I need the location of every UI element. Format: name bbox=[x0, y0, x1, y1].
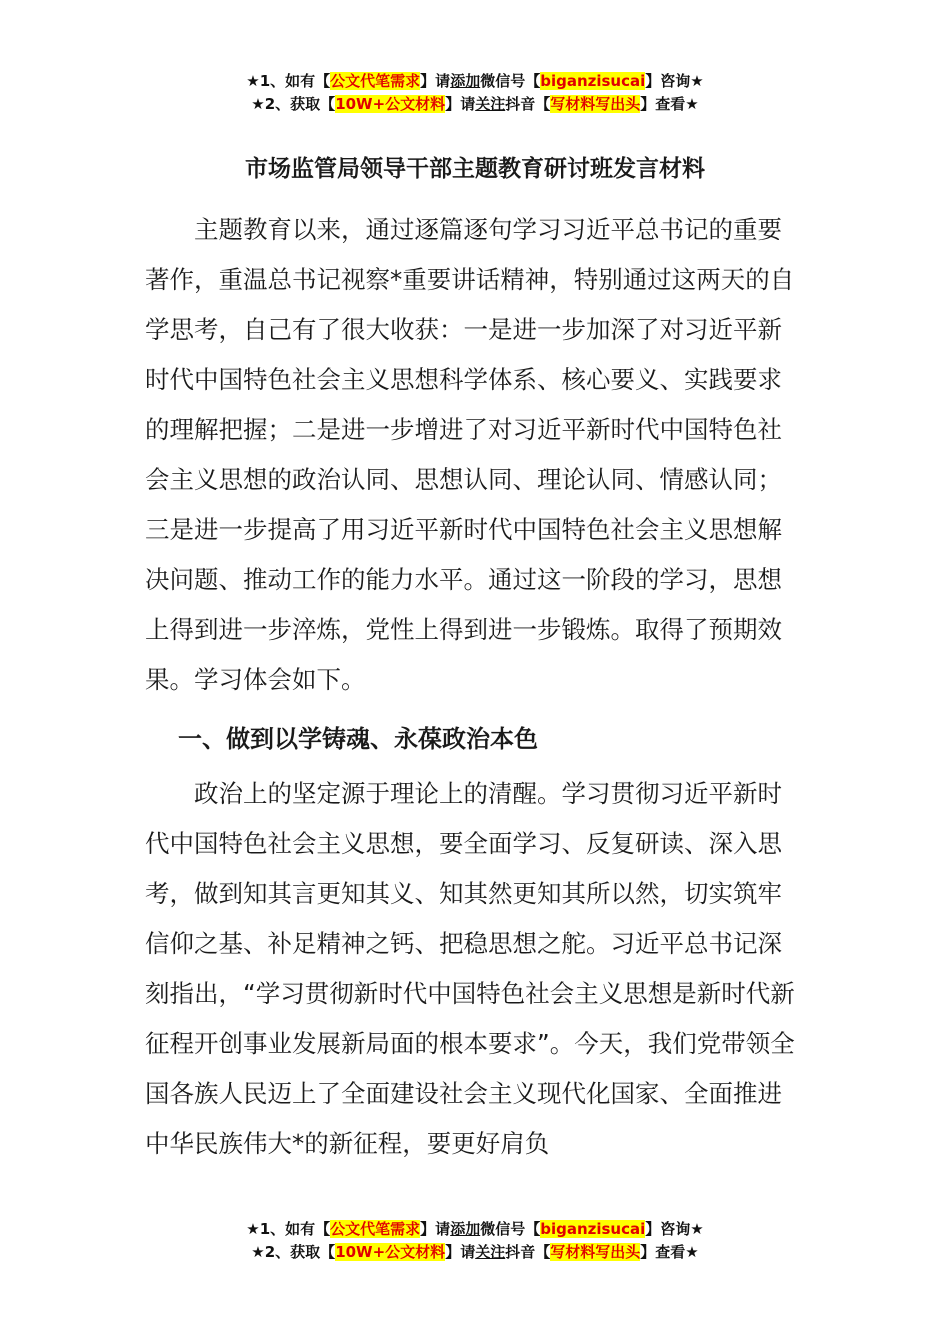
banner-text: 】咨询★ bbox=[645, 1220, 704, 1238]
banner-emphasis: 添加 bbox=[450, 72, 481, 90]
banner-text: 】咨询★ bbox=[645, 72, 704, 90]
banner-text: 】请 bbox=[445, 95, 476, 113]
banner-emphasis: 关注 bbox=[475, 1243, 506, 1261]
banner-highlight: biganzisucai bbox=[540, 72, 646, 90]
banner-line-1 bbox=[0, 1218, 950, 1241]
banner-highlight: 公文代笔需求 bbox=[330, 1220, 421, 1238]
banner-text: 抖音【 bbox=[505, 95, 551, 113]
banner-highlight: 公文代笔需求 bbox=[330, 72, 421, 90]
banner-line-1 bbox=[0, 70, 950, 93]
banner-emphasis: 关注 bbox=[475, 95, 506, 113]
banner-emphasis: 添加 bbox=[450, 1220, 481, 1238]
banner-text: 微信号【 bbox=[480, 72, 541, 90]
banner-text: 】请 bbox=[420, 72, 451, 90]
banner-text: ★2、获取【 bbox=[251, 1243, 336, 1261]
banner-highlight: 写材料写出头 bbox=[550, 1243, 641, 1261]
banner-text: 抖音【 bbox=[505, 1243, 551, 1261]
banner-line-2 bbox=[0, 1241, 950, 1264]
paragraph-intro: 主题教育以来，通过逐篇逐句学习习近平总书记的重要著作，重温总书记视察*重要讲话精神，特别通过这两天的自学思考，自己有了很大收获：一是进一步加深了对习近平新时代中国特色社会主义思想科学体系、核心要义、实践要求的理解把握；二是进一步增进了对习近平新时代中国特色社会主义思想的政治认同、思想认同、理论认同、情感认同；三是进一步提高了用习近平新时代中国特色社会主义思想解决问题、推动工作的能力水平。通过这一阶段的学习，思想上得到进一步淬炼，党性上得到进一步锻炼。取得了预期效果。学习体会如下。 bbox=[145, 215, 795, 694]
banner-text: ★1、如有【 bbox=[246, 72, 331, 90]
document-title: 市场监管局领导干部主题教育研讨班发言材料 bbox=[245, 156, 705, 182]
bottom-banner bbox=[0, 1218, 950, 1264]
banner-text: 】查看★ bbox=[640, 1243, 699, 1261]
banner-line-2 bbox=[0, 93, 950, 116]
banner-text: ★1、如有【 bbox=[246, 1220, 331, 1238]
banner-highlight: 10W+公文材料 bbox=[335, 95, 446, 113]
banner-text: 】请 bbox=[445, 1243, 476, 1261]
banner-highlight: 10W+公文材料 bbox=[335, 1243, 446, 1261]
banner-highlight: biganzisucai bbox=[540, 1220, 646, 1238]
section-heading-1: 一、做到以学铸魂、永葆政治本色 bbox=[178, 725, 538, 753]
banner-text: 】请 bbox=[420, 1220, 451, 1238]
banner-text: ★2、获取【 bbox=[251, 95, 336, 113]
banner-text: 】查看★ bbox=[640, 95, 699, 113]
banner-highlight: 写材料写出头 bbox=[550, 95, 641, 113]
paragraph-section-1: 政治上的坚定源于理论上的清醒。学习贯彻习近平新时代中国特色社会主义思想，要全面学习、反复研读、深入思考，做到知其言更知其义、知其然更知其所以然，切实筑牢信仰之基、补足精神之钙、把稳思想之舵。习近平总书记深刻指出，“学习贯彻新时代中国特色社会主义思想是新时代新征程开创事业发展新局面的根本要求”。今天，我们党带领全国各族人民迈上了全面建设社会主义现代化国家、全面推进中华民族伟大*的新征程，要更好肩负 bbox=[145, 779, 795, 1158]
top-banner bbox=[0, 70, 950, 116]
banner-text: 微信号【 bbox=[480, 1220, 541, 1238]
